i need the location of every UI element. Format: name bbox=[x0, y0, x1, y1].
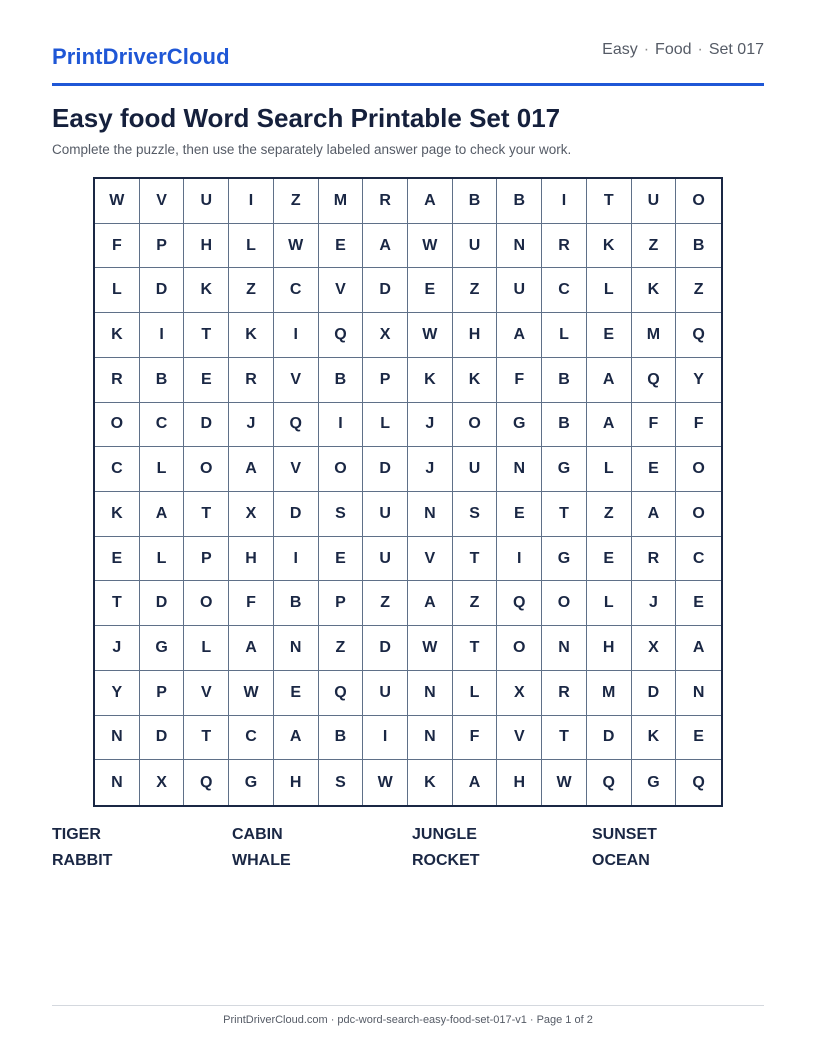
grid-cell[interactable]: E bbox=[676, 581, 721, 626]
grid-cell[interactable]: E bbox=[95, 537, 140, 582]
breadcrumb-separator: · bbox=[697, 41, 703, 58]
grid-cell[interactable]: D bbox=[587, 716, 632, 761]
grid-cell[interactable]: B bbox=[319, 358, 364, 403]
grid-cell[interactable]: O bbox=[542, 581, 587, 626]
grid-cell[interactable]: W bbox=[408, 626, 453, 671]
grid-cell[interactable]: Z bbox=[319, 626, 364, 671]
word-list-item: SUNSET bbox=[592, 826, 657, 843]
grid-cell[interactable]: J bbox=[408, 447, 453, 492]
grid-cell[interactable]: N bbox=[274, 626, 319, 671]
grid-cell[interactable]: O bbox=[319, 447, 364, 492]
grid-cell[interactable]: E bbox=[408, 268, 453, 313]
grid-cell[interactable]: D bbox=[140, 581, 185, 626]
grid-cell[interactable]: F bbox=[229, 581, 274, 626]
grid-cell[interactable]: U bbox=[184, 179, 229, 224]
grid-cell[interactable]: P bbox=[140, 671, 185, 716]
grid-cell[interactable]: R bbox=[542, 671, 587, 716]
grid-cell[interactable]: A bbox=[408, 179, 453, 224]
grid-cell[interactable]: A bbox=[497, 313, 542, 358]
page-title: Easy food Word Search Printable Set 017 bbox=[52, 103, 561, 133]
grid-cell[interactable]: V bbox=[319, 268, 364, 313]
grid-cell[interactable]: R bbox=[632, 537, 677, 582]
grid-cell[interactable]: X bbox=[497, 671, 542, 716]
grid-cell[interactable]: T bbox=[184, 313, 229, 358]
grid-cell[interactable]: N bbox=[95, 760, 140, 805]
grid-cell[interactable]: Q bbox=[692, 773, 705, 791]
grid-cell[interactable]: Z bbox=[676, 268, 721, 313]
grid-cell[interactable]: E bbox=[319, 224, 364, 269]
grid-cell[interactable]: I bbox=[274, 313, 319, 358]
grid-cell[interactable]: Q bbox=[319, 313, 364, 358]
grid-cell[interactable]: G bbox=[542, 447, 587, 492]
word-list-item: WHALE bbox=[232, 852, 291, 869]
grid-cell[interactable]: Q bbox=[632, 358, 677, 403]
breadcrumb-level[interactable]: Easy bbox=[602, 41, 638, 58]
grid-cell[interactable]: A bbox=[453, 760, 498, 805]
grid-cell[interactable]: U bbox=[453, 224, 498, 269]
grid-cell[interactable]: L bbox=[453, 671, 498, 716]
footer-divider bbox=[52, 1005, 764, 1006]
grid-cell[interactable]: K bbox=[587, 224, 632, 269]
grid-cell[interactable]: S bbox=[453, 492, 498, 537]
grid-cell[interactable]: T bbox=[184, 716, 229, 761]
grid-cell[interactable]: F bbox=[497, 358, 542, 403]
grid-cell[interactable]: U bbox=[497, 268, 542, 313]
grid-cell[interactable]: Z bbox=[453, 268, 498, 313]
grid-cell[interactable]: T bbox=[184, 492, 229, 537]
grid-cell[interactable]: Q bbox=[184, 760, 229, 805]
grid-cell[interactable]: J bbox=[95, 626, 140, 671]
grid-cell[interactable]: J bbox=[229, 403, 274, 448]
grid-cell[interactable]: P bbox=[140, 224, 185, 269]
grid-cell[interactable]: T bbox=[542, 716, 587, 761]
grid-cell[interactable]: O bbox=[676, 447, 721, 492]
grid-cell[interactable]: U bbox=[363, 671, 408, 716]
grid-cell[interactable]: W bbox=[408, 313, 453, 358]
grid-cell[interactable]: F bbox=[453, 716, 498, 761]
footer-separator: · bbox=[330, 1014, 335, 1026]
grid-cell[interactable]: X bbox=[140, 760, 185, 805]
grid-cell[interactable]: O bbox=[497, 626, 542, 671]
grid-cell[interactable]: S bbox=[319, 492, 364, 537]
grid-cell[interactable]: K bbox=[453, 358, 498, 403]
grid-cell[interactable]: A bbox=[587, 358, 632, 403]
grid-cell[interactable]: B bbox=[453, 179, 498, 224]
grid-cell[interactable]: I bbox=[497, 537, 542, 582]
word-list-item: RABBIT bbox=[52, 852, 113, 869]
word-list-item: ROCKET bbox=[412, 852, 480, 869]
grid-cell[interactable]: J bbox=[632, 581, 677, 626]
grid-cell[interactable]: I bbox=[542, 179, 587, 224]
grid-cell[interactable]: N bbox=[497, 447, 542, 492]
grid-cell[interactable]: S bbox=[319, 760, 364, 805]
grid-cell[interactable]: W bbox=[542, 760, 587, 805]
grid-cell[interactable]: X bbox=[229, 492, 274, 537]
grid-cell[interactable]: Z bbox=[587, 492, 632, 537]
grid-cell[interactable]: B bbox=[676, 224, 721, 269]
grid-cell[interactable]: M bbox=[632, 313, 677, 358]
grid-cell[interactable]: K bbox=[632, 268, 677, 313]
grid-cell[interactable]: D bbox=[363, 626, 408, 671]
grid-cell[interactable]: C bbox=[542, 268, 587, 313]
grid-cell[interactable]: H bbox=[274, 760, 319, 805]
grid-cell[interactable]: I bbox=[274, 537, 319, 582]
grid-cell[interactable]: L bbox=[184, 626, 229, 671]
grid-cell[interactable]: O bbox=[184, 447, 229, 492]
grid-cell[interactable]: H bbox=[184, 224, 229, 269]
grid-cell[interactable]: Z bbox=[274, 179, 319, 224]
grid-cell[interactable]: Q bbox=[587, 760, 632, 805]
grid-cell[interactable]: U bbox=[632, 179, 677, 224]
grid-cell[interactable]: H bbox=[497, 760, 542, 805]
grid-cell[interactable]: G bbox=[229, 760, 274, 805]
grid-cell[interactable]: V bbox=[497, 716, 542, 761]
grid-cell[interactable]: E bbox=[587, 537, 632, 582]
grid-cell[interactable]: A bbox=[632, 492, 677, 537]
grid-cell[interactable]: T bbox=[453, 626, 498, 671]
grid-cell[interactable]: R bbox=[363, 179, 408, 224]
grid-cell[interactable]: W bbox=[95, 179, 140, 224]
grid-cell[interactable]: E bbox=[274, 671, 319, 716]
grid-cell[interactable]: X bbox=[632, 626, 677, 671]
grid-cell[interactable]: B bbox=[542, 358, 587, 403]
grid-cell[interactable]: H bbox=[587, 626, 632, 671]
word-list-item: TIGER bbox=[52, 826, 101, 843]
grid-cell[interactable]: G bbox=[632, 760, 677, 805]
grid-cell[interactable]: V bbox=[184, 671, 229, 716]
grid-cell[interactable]: V bbox=[408, 537, 453, 582]
grid-cell[interactable]: L bbox=[229, 224, 274, 269]
grid-cell[interactable]: F bbox=[676, 403, 721, 448]
grid-cell[interactable]: G bbox=[497, 403, 542, 448]
grid-cell[interactable]: E bbox=[587, 313, 632, 358]
grid-cell[interactable]: V bbox=[140, 179, 185, 224]
page-header bbox=[52, 0, 764, 86]
grid-cell[interactable]: V bbox=[274, 447, 319, 492]
grid-cell[interactable]: L bbox=[140, 537, 185, 582]
grid-cell[interactable]: L bbox=[95, 268, 140, 313]
grid-cell[interactable]: C bbox=[229, 716, 274, 761]
grid-cell[interactable]: A bbox=[676, 626, 721, 671]
grid-cell[interactable]: G bbox=[140, 626, 185, 671]
grid-cell[interactable]: M bbox=[319, 179, 364, 224]
grid-cell[interactable]: B bbox=[140, 358, 185, 403]
grid-cell[interactable]: K bbox=[95, 492, 140, 537]
grid-cell[interactable]: A bbox=[229, 626, 274, 671]
grid-cell[interactable]: K bbox=[184, 268, 229, 313]
grid-cell[interactable]: Y bbox=[95, 671, 140, 716]
grid-cell[interactable]: U bbox=[363, 492, 408, 537]
word-list-item: JUNGLE bbox=[412, 826, 477, 843]
grid-cell[interactable]: T bbox=[587, 179, 632, 224]
grid-cell[interactable]: T bbox=[542, 492, 587, 537]
grid-cell[interactable]: D bbox=[363, 447, 408, 492]
grid-cell[interactable]: N bbox=[676, 671, 721, 716]
footer-separator: · bbox=[529, 1014, 534, 1026]
grid-cell[interactable]: N bbox=[95, 716, 140, 761]
grid-cell[interactable]: N bbox=[542, 626, 587, 671]
grid-cell[interactable]: C bbox=[95, 447, 140, 492]
grid-cell[interactable]: N bbox=[497, 224, 542, 269]
grid-cell[interactable]: D bbox=[363, 268, 408, 313]
grid-cell[interactable]: A bbox=[140, 492, 185, 537]
grid-cell[interactable]: U bbox=[363, 537, 408, 582]
grid-cell[interactable]: E bbox=[676, 716, 721, 761]
grid-cell[interactable]: K bbox=[95, 313, 140, 358]
breadcrumb-separator: · bbox=[643, 41, 650, 58]
grid-cell[interactable]: T bbox=[453, 537, 498, 582]
grid-cell[interactable]: D bbox=[140, 268, 185, 313]
grid-cell[interactable]: I bbox=[363, 716, 408, 761]
brand-logo[interactable]: PrintDriverCloud bbox=[52, 44, 230, 69]
grid-cell[interactable]: B bbox=[274, 581, 319, 626]
grid-cell[interactable]: K bbox=[632, 716, 677, 761]
grid-cell[interactable]: F bbox=[95, 224, 140, 269]
grid-cell[interactable]: L bbox=[587, 581, 632, 626]
grid-cell[interactable]: I bbox=[229, 179, 274, 224]
grid-cell[interactable]: H bbox=[229, 537, 274, 582]
grid-cell[interactable]: D bbox=[632, 671, 677, 716]
grid-cell[interactable]: G bbox=[542, 537, 587, 582]
grid-cell[interactable]: Z bbox=[229, 268, 274, 313]
grid-cell[interactable]: L bbox=[542, 313, 587, 358]
grid-cell[interactable]: A bbox=[363, 224, 408, 269]
breadcrumb-category[interactable]: Food bbox=[655, 41, 692, 58]
grid-cell[interactable]: D bbox=[140, 716, 185, 761]
grid-cell[interactable]: K bbox=[408, 760, 453, 805]
grid-cell[interactable]: W bbox=[274, 224, 319, 269]
grid-cell[interactable]: A bbox=[274, 716, 319, 761]
word-search-grid bbox=[93, 177, 723, 807]
grid-cell[interactable]: O bbox=[453, 403, 498, 448]
word-list-item: CABIN bbox=[232, 826, 283, 843]
grid-cell[interactable]: R bbox=[229, 358, 274, 403]
grid-cell[interactable]: R bbox=[95, 358, 140, 403]
grid-cell[interactable]: P bbox=[184, 537, 229, 582]
breadcrumb-set[interactable]: Set 017 bbox=[708, 41, 764, 58]
grid-cell[interactable]: W bbox=[229, 671, 274, 716]
page-footer bbox=[0, 1014, 816, 1026]
grid-cell[interactable]: Q bbox=[676, 313, 721, 358]
grid-cell[interactable]: D bbox=[184, 403, 229, 448]
grid-cell[interactable]: N bbox=[408, 671, 453, 716]
breadcrumb bbox=[602, 41, 764, 59]
grid-cell[interactable]: O bbox=[95, 403, 140, 448]
grid-cell[interactable]: W bbox=[363, 760, 408, 805]
grid-cell[interactable]: E bbox=[497, 492, 542, 537]
grid-cell[interactable]: I bbox=[140, 313, 185, 358]
grid-cell[interactable]: O bbox=[676, 492, 721, 537]
grid-cell[interactable]: U bbox=[453, 447, 498, 492]
grid-cell[interactable]: P bbox=[363, 358, 408, 403]
grid-cell[interactable]: V bbox=[274, 358, 319, 403]
grid-cell[interactable]: E bbox=[184, 358, 229, 403]
grid-cell[interactable]: A bbox=[587, 403, 632, 448]
grid-cell[interactable]: F bbox=[632, 403, 677, 448]
grid-cell[interactable]: O bbox=[676, 179, 721, 224]
grid-cell[interactable]: B bbox=[497, 179, 542, 224]
grid-cell[interactable]: B bbox=[542, 403, 587, 448]
grid-cell[interactable]: Q bbox=[274, 403, 319, 448]
footer-site[interactable]: PrintDriverCloud.com bbox=[223, 1014, 328, 1026]
grid-cell[interactable]: J bbox=[408, 403, 453, 448]
grid-cell[interactable]: E bbox=[319, 537, 364, 582]
grid-cell[interactable]: A bbox=[408, 581, 453, 626]
grid-cell[interactable]: K bbox=[229, 313, 274, 358]
grid-cell[interactable]: X bbox=[363, 313, 408, 358]
grid-cell[interactable]: I bbox=[319, 403, 364, 448]
grid-cell[interactable]: Z bbox=[363, 581, 408, 626]
grid-cell[interactable]: K bbox=[408, 358, 453, 403]
grid-cell[interactable]: T bbox=[95, 581, 140, 626]
grid-cell[interactable]: Q bbox=[319, 671, 364, 716]
grid-cell[interactable]: C bbox=[274, 268, 319, 313]
footer-doc-id: pdc-word-search-easy-food-set-017-v1 bbox=[337, 1014, 527, 1026]
grid-cell[interactable]: O bbox=[184, 581, 229, 626]
grid-cell[interactable]: W bbox=[408, 224, 453, 269]
grid-cell[interactable]: C bbox=[140, 403, 185, 448]
word-list-item: OCEAN bbox=[592, 852, 650, 869]
grid-cell[interactable]: E bbox=[632, 447, 677, 492]
grid-cell[interactable]: L bbox=[587, 268, 632, 313]
grid-cell[interactable]: L bbox=[587, 447, 632, 492]
grid-cell[interactable]: P bbox=[319, 581, 364, 626]
grid-cell[interactable]: M bbox=[587, 671, 632, 716]
grid-cell[interactable]: H bbox=[453, 313, 498, 358]
grid-cell[interactable]: Y bbox=[676, 358, 721, 403]
grid-cell[interactable]: L bbox=[140, 447, 185, 492]
grid-cell[interactable]: N bbox=[408, 716, 453, 761]
grid-cell[interactable]: C bbox=[676, 537, 721, 582]
grid-cell[interactable]: D bbox=[274, 492, 319, 537]
grid-cell[interactable]: B bbox=[319, 716, 364, 761]
grid-cell[interactable]: Q bbox=[497, 581, 542, 626]
page-subtitle: Complete the puzzle, then use the separately labeled answer page to check your work. bbox=[52, 142, 572, 157]
grid-cell[interactable]: A bbox=[229, 447, 274, 492]
grid-cell[interactable]: N bbox=[408, 492, 453, 537]
grid-cell[interactable]: L bbox=[363, 403, 408, 448]
grid-cell[interactable]: R bbox=[542, 224, 587, 269]
footer-page-number: Page 1 of 2 bbox=[536, 1014, 593, 1026]
grid-cell[interactable]: Z bbox=[632, 224, 677, 269]
header-divider bbox=[52, 83, 764, 86]
grid-cell[interactable]: Z bbox=[453, 581, 498, 626]
